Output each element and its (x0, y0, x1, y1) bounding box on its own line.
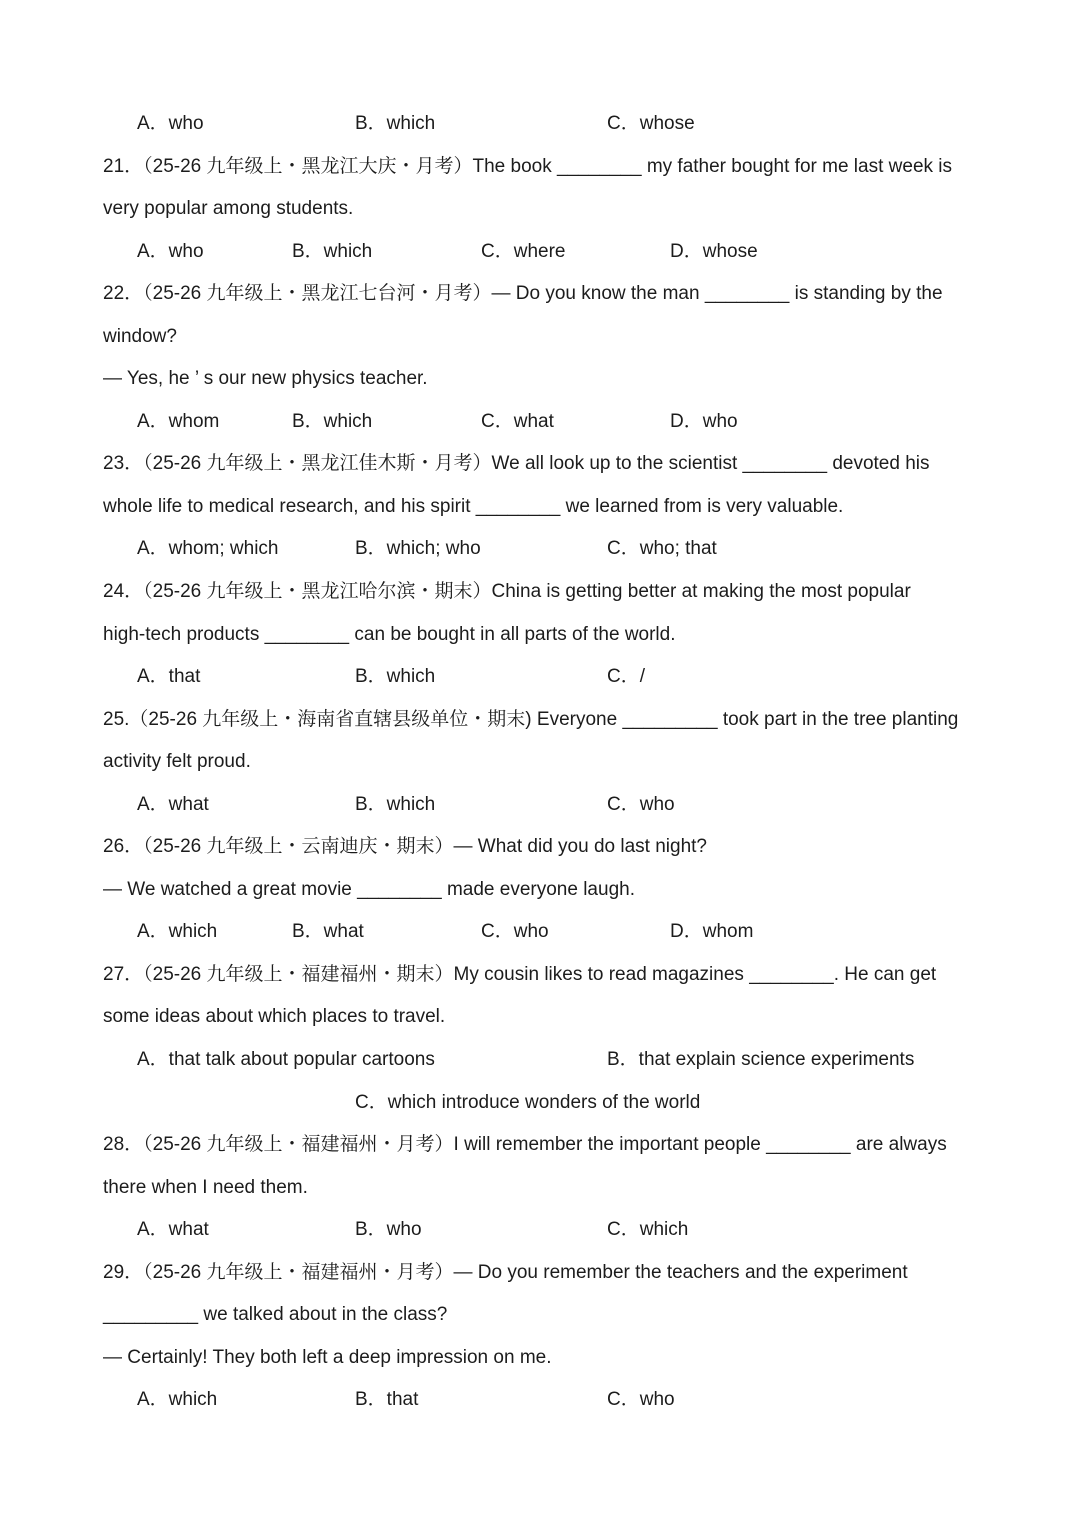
q28-stem-line-2: there when I need them. (103, 1176, 308, 1198)
q20-options (103, 103, 1053, 146)
q23-stem-line-2: whole life to medical research, and his spirit ________ we learned from is very valuable. (103, 495, 844, 517)
q27-stem-line-1: 27．（25-26 九年级上・福建福州・期末）My cousin likes to read magazines ________. He can get (103, 963, 937, 985)
q29-stem-line-1: 29．（25-26 九年级上・福建福州・月考）— Do you remember the teachers and the experiment (103, 1261, 908, 1283)
q24-option-a: A．that (137, 666, 201, 688)
question-27 (103, 954, 1053, 1124)
q27-options-row-1 (103, 1039, 1053, 1082)
q26-option-a: A．which (137, 921, 218, 943)
q27-stem-line-2: some ideas about which places to travel. (103, 1006, 446, 1028)
q22-stem-line-2: window? (103, 325, 177, 347)
q26-option-d: D．whom (670, 921, 754, 943)
q25-option-a: A．what (137, 793, 209, 815)
q24-stem-line-2: high-tech products ________ can be bought in all parts of the world. (103, 623, 676, 645)
q21-option-b: B．which (292, 240, 373, 262)
q26-stem-line-1: 26．（25-26 九年级上・云南迪庆・期末）— What did you do last night? (103, 836, 707, 858)
q23-option-b: B．which; who (355, 538, 481, 560)
q22-option-d: D．who (670, 410, 738, 432)
q21-option-a: A．who (137, 240, 204, 262)
q25-stem-line-2: activity felt proud. (103, 751, 251, 773)
q24-stem-line-1: 24．（25-26 九年级上・黑龙江哈尔滨・期末）China is getting better at making the most popular (103, 581, 911, 603)
question-22 (103, 273, 1053, 443)
q28-option-b: B．who (355, 1219, 422, 1241)
question-26 (103, 826, 1053, 954)
q24-option-c: C．/ (607, 666, 646, 688)
q29-option-a: A．which (137, 1389, 218, 1411)
question-23 (103, 443, 1053, 571)
q25-options (103, 784, 1053, 827)
q25-stem-line-1: 25.（25-26 九年级上・海南省直辖县级单位・期末) Everyone _________ took part in the tree planting (103, 708, 959, 730)
q20-option-c: C．whose (607, 113, 695, 134)
q27-options-row-2 (103, 1082, 1053, 1125)
q25-option-b: B．which (355, 793, 436, 815)
q26-option-b: B．what (292, 921, 364, 943)
q29-options (103, 1379, 1053, 1422)
q24-options (103, 656, 1053, 699)
q28-stem-line-1: 28．（25-26 九年级上・福建福州・月考）I will remember the important people ________ are always (103, 1134, 947, 1156)
q27-option-b: B．that explain science experiments (607, 1049, 915, 1071)
q28-option-c: C．which (607, 1219, 689, 1241)
q27-option-a: A．that talk about popular cartoons (137, 1049, 435, 1071)
q23-stem-line-1: 23．（25-26 九年级上・黑龙江佳木斯・月考）We all look up to the scientist ________ devoted his (103, 453, 930, 475)
q22-option-c: C．what (481, 410, 554, 432)
q24-option-b: B．which (355, 666, 436, 688)
q26-stem-line-2: — We watched a great movie ________ made everyone laugh. (103, 878, 635, 900)
q26-options (103, 911, 1053, 954)
q22-stem-line-3: — Yes, he ’ s our new physics teacher. (103, 368, 428, 390)
q25-option-c: C．who (607, 793, 675, 815)
q22-stem-line-1: 22．（25-26 九年级上・黑龙江七台河・月考）— Do you know the man ________ is standing by the (103, 283, 943, 305)
q21-options (103, 231, 1053, 274)
q28-options (103, 1209, 1053, 1252)
question-25 (103, 699, 1053, 827)
q27-option-c: C．which introduce wonders of the world (355, 1091, 701, 1113)
q21-stem-line-2: very popular among students. (103, 198, 354, 220)
q22-options (103, 401, 1053, 444)
q29-option-b: B．that (355, 1389, 419, 1411)
q20-option-b: B．which (355, 113, 436, 134)
q23-option-c: C．who; that (607, 538, 717, 560)
q21-stem-line-1: 21．（25-26 九年级上・黑龙江大庆・月考）The book ________ my father bought for me last week is (103, 155, 953, 177)
q21-option-d: D．whose (670, 240, 758, 262)
q22-option-b: B．which (292, 410, 373, 432)
q22-option-a: A．whom (137, 410, 220, 432)
q23-options (103, 528, 1053, 571)
question-list (103, 103, 1053, 1422)
question-28 (103, 1124, 1053, 1252)
q29-stem-line-2: _________ we talked about in the class? (103, 1304, 448, 1326)
q29-stem-line-3: — Certainly! They both left a deep impression on me. (103, 1346, 552, 1368)
question-21 (103, 146, 1053, 274)
question-24 (103, 571, 1053, 699)
q21-option-c: C．where (481, 240, 566, 262)
q28-option-a: A．what (137, 1219, 209, 1241)
q23-option-a: A．whom; which (137, 538, 279, 560)
q20-option-a: A．who (137, 113, 204, 134)
q26-option-c: C．who (481, 921, 549, 943)
q29-option-c: C．who (607, 1389, 675, 1411)
question-29 (103, 1252, 1053, 1422)
